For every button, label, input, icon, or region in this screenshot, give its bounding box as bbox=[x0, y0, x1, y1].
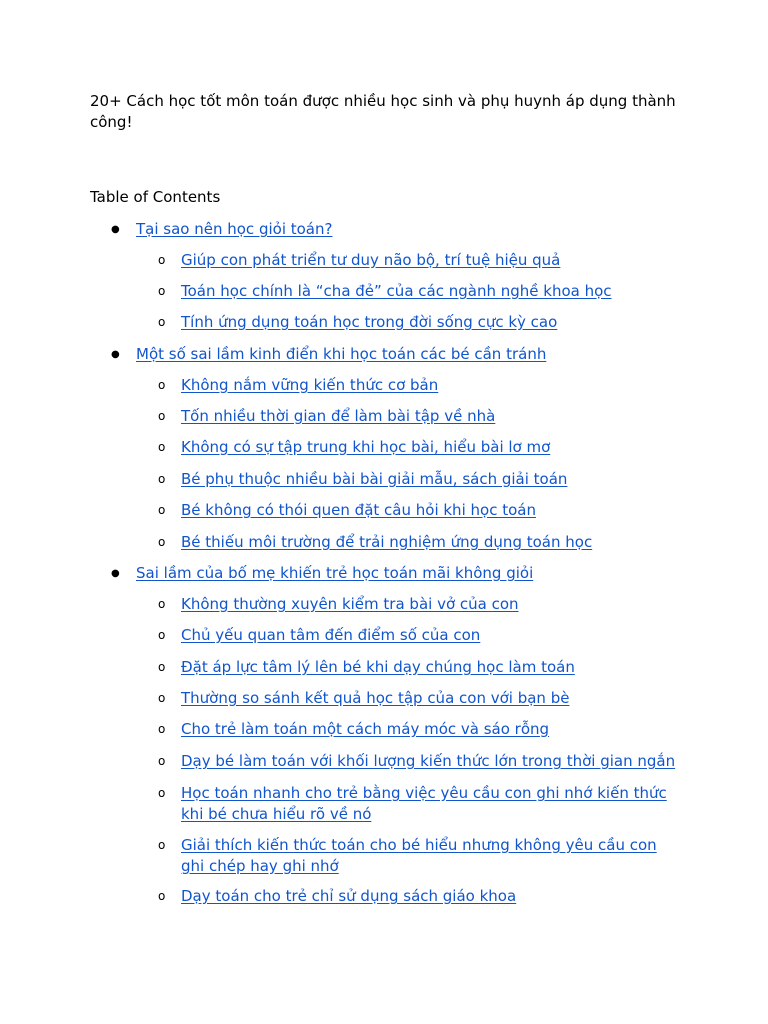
toc-item-section-1 bbox=[111, 219, 333, 240]
open-circle-bullet-icon: o bbox=[158, 691, 166, 705]
toc-subitem bbox=[158, 500, 681, 521]
toc-link[interactable]: Không nắm vững kiến thức cơ bản bbox=[181, 376, 439, 394]
toc-subitem bbox=[158, 625, 681, 646]
toc-subitem bbox=[158, 375, 681, 396]
open-circle-bullet-icon: o bbox=[158, 535, 166, 549]
toc-subitem bbox=[158, 281, 681, 302]
toc-link[interactable]: Không thường xuyên kiểm tra bài vở của con bbox=[181, 595, 519, 613]
open-circle-bullet-icon: o bbox=[158, 284, 166, 298]
toc-subitem bbox=[158, 886, 681, 907]
toc-link[interactable]: Dạy bé làm toán với khối lượng kiến thức lớn trong thời gian ngắn bbox=[181, 752, 676, 770]
filled-circle-bullet-icon: ● bbox=[111, 568, 120, 579]
page-title: 20+ Cách học tốt môn toán được nhiều học sinh và phụ huynh áp dụng thành công! bbox=[90, 92, 676, 131]
filled-circle-bullet-icon: ● bbox=[111, 224, 120, 235]
open-circle-bullet-icon: o bbox=[158, 786, 166, 800]
filled-circle-bullet-icon: ● bbox=[111, 349, 120, 360]
toc-subitem bbox=[158, 835, 681, 877]
toc-link[interactable]: Chủ yếu quan tâm đến điểm số của con bbox=[181, 626, 481, 644]
toc-heading: Table of Contents bbox=[90, 188, 221, 206]
open-circle-bullet-icon: o bbox=[158, 378, 166, 392]
toc-link[interactable]: Thường so sánh kết quả học tập của con với bạn bè bbox=[181, 689, 570, 707]
toc-subitem bbox=[158, 250, 681, 271]
toc-link[interactable]: Bé thiếu môi trường để trải nghiệm ứng dụng toán học bbox=[181, 533, 593, 551]
open-circle-bullet-icon: o bbox=[158, 628, 166, 642]
open-circle-bullet-icon: o bbox=[158, 889, 166, 903]
toc-subitem bbox=[158, 594, 681, 615]
toc-subitem bbox=[158, 532, 681, 553]
toc-subitem bbox=[158, 437, 681, 458]
toc-item-section-3 bbox=[111, 563, 534, 584]
open-circle-bullet-icon: o bbox=[158, 472, 166, 486]
open-circle-bullet-icon: o bbox=[158, 440, 166, 454]
toc-link[interactable]: Một số sai lầm kinh điển khi học toán các bé cần tránh bbox=[136, 345, 547, 363]
toc-link[interactable]: Không có sự tập trung khi học bài, hiểu bài lơ mơ bbox=[181, 438, 551, 456]
toc-subitem bbox=[158, 719, 681, 740]
toc-link[interactable]: Tốn nhiều thời gian để làm bài tập về nhà bbox=[181, 407, 496, 425]
open-circle-bullet-icon: o bbox=[158, 754, 166, 768]
toc-link[interactable]: Bé không có thói quen đặt câu hỏi khi học toán bbox=[181, 501, 536, 519]
toc-subitem bbox=[158, 751, 741, 772]
open-circle-bullet-icon: o bbox=[158, 597, 166, 611]
open-circle-bullet-icon: o bbox=[158, 503, 166, 517]
open-circle-bullet-icon: o bbox=[158, 253, 166, 267]
toc-link[interactable]: Tính ứng dụng toán học trong đời sống cực kỳ cao bbox=[181, 313, 558, 331]
open-circle-bullet-icon: o bbox=[158, 315, 166, 329]
open-circle-bullet-icon: o bbox=[158, 660, 166, 674]
toc-link[interactable]: Học toán nhanh cho trẻ bằng việc yêu cầu con ghi nhớ kiến thức khi bé chưa hiểu rõ về nó bbox=[181, 784, 667, 823]
toc-item-section-2 bbox=[111, 344, 547, 365]
toc-link[interactable]: Bé phụ thuộc nhiều bài bài giải mẫu, sách giải toán bbox=[181, 470, 568, 488]
toc-subitem bbox=[158, 688, 681, 709]
toc-subitem bbox=[158, 312, 681, 333]
open-circle-bullet-icon: o bbox=[158, 722, 166, 736]
toc-link[interactable]: Cho trẻ làm toán một cách máy móc và sáo rỗng bbox=[181, 720, 550, 738]
toc-subitem bbox=[158, 469, 681, 490]
toc-link[interactable]: Giúp con phát triển tư duy não bộ, trí tuệ hiệu quả bbox=[181, 251, 561, 269]
toc-subitem bbox=[158, 406, 681, 427]
toc-link[interactable]: Tại sao nên học giỏi toán? bbox=[136, 220, 333, 238]
toc-link[interactable]: Đặt áp lực tâm lý lên bé khi dạy chúng học làm toán bbox=[181, 658, 575, 676]
toc-link[interactable]: Giải thích kiến thức toán cho bé hiểu nhưng không yêu cầu con ghi chép hay ghi nhớ bbox=[181, 836, 657, 875]
toc-subitem bbox=[158, 657, 681, 678]
toc-link[interactable]: Sai lầm của bố mẹ khiến trẻ học toán mãi không giỏi bbox=[136, 564, 534, 582]
open-circle-bullet-icon: o bbox=[158, 838, 166, 852]
toc-link[interactable]: Toán học chính là “cha đẻ” của các ngành nghề khoa học bbox=[181, 282, 612, 300]
open-circle-bullet-icon: o bbox=[158, 409, 166, 423]
toc-subitem bbox=[158, 783, 681, 825]
toc-link[interactable]: Dạy toán cho trẻ chỉ sử dụng sách giáo khoa bbox=[181, 887, 517, 905]
